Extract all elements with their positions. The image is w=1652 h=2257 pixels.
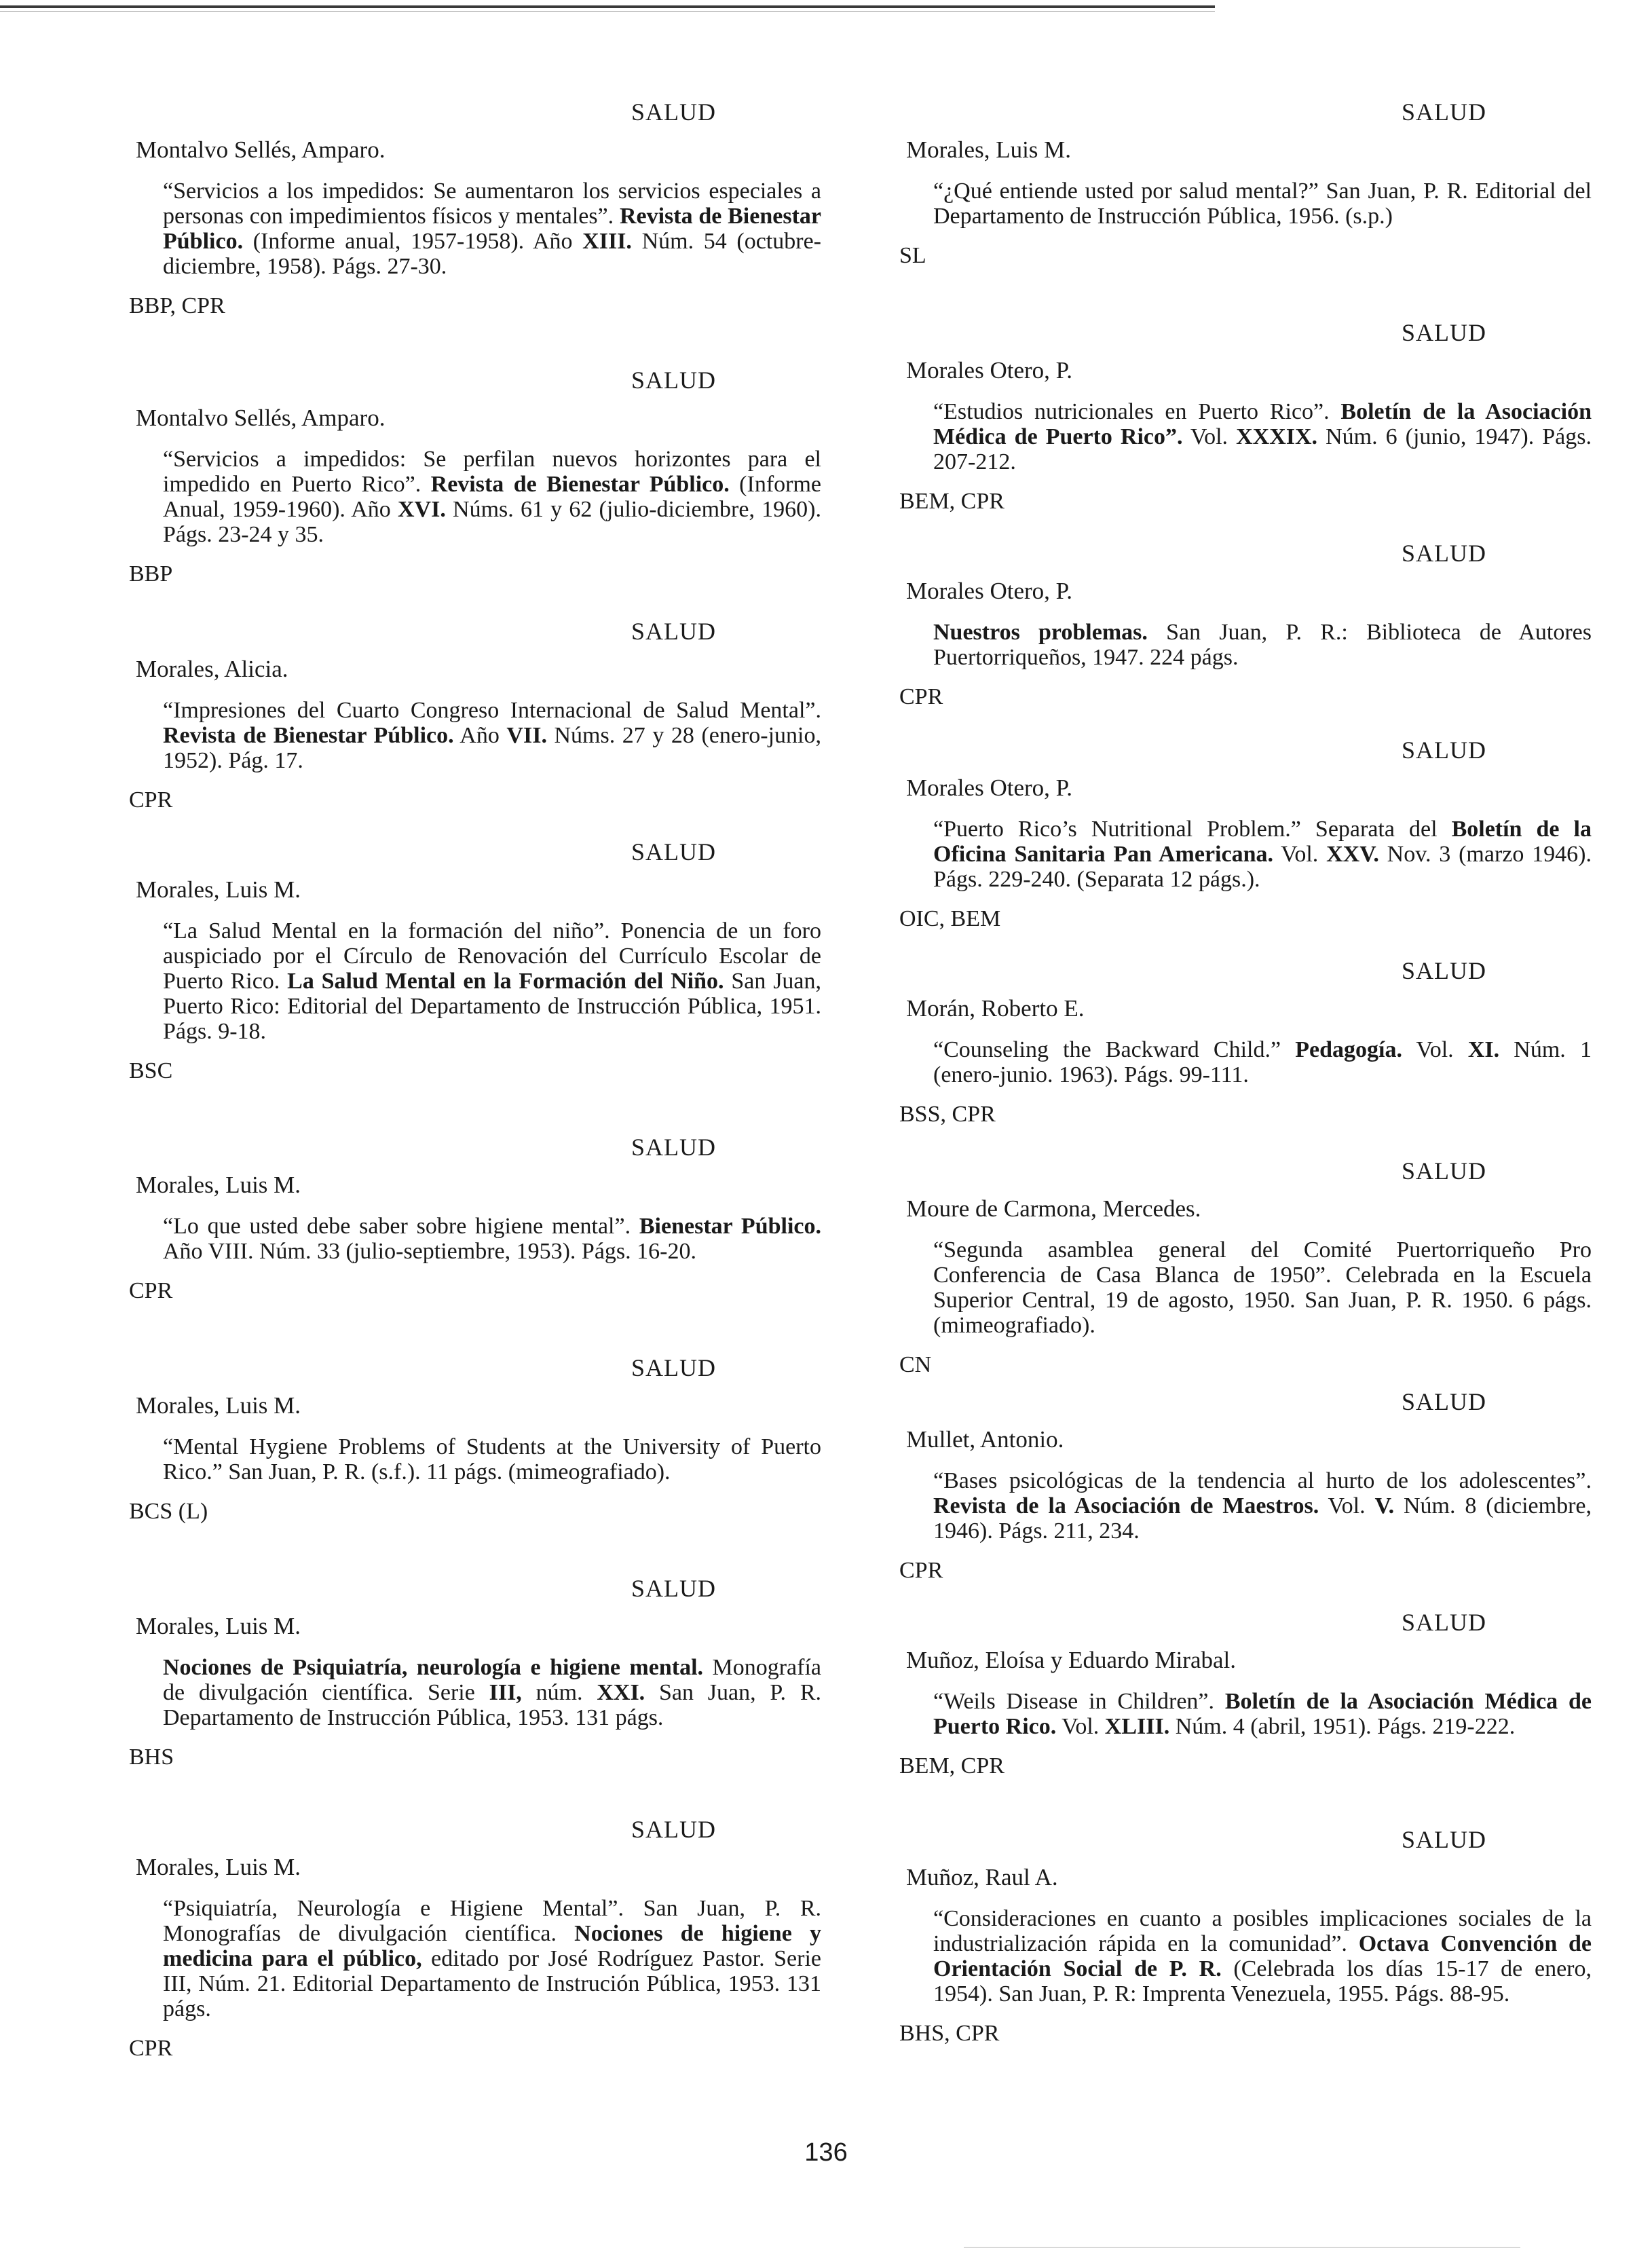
citation-text: Núm. 8 (diciembre, 1946). Págs. 211, 234. (933, 1493, 1592, 1544)
subject-heading: SALUD (1401, 319, 1486, 346)
citation-text: “¿Qué entiende usted por salud mental?” San Juan, P. R. Editorial del Departamento de Instrucción Pública, 1956. (s.p.) (933, 179, 1592, 229)
subject-heading: SALUD (1401, 540, 1486, 567)
citation-text: Vol. (1056, 1714, 1105, 1739)
citation-text: “Servicios a los impedidos: Se aumentaron los servicios especiales a personas con impedimientos físicos y mentales”. (163, 179, 821, 229)
library-code: BEM, CPR (899, 489, 1005, 514)
citation-text: Vol. (1273, 842, 1327, 867)
entry-author: Muñoz, Eloísa y Eduardo Mirabal. (906, 1647, 1237, 1673)
bibliography-entry (122, 1575, 821, 1771)
citation-text: Núm. 4 (abril, 1951). Págs. 219-222. (1169, 1714, 1516, 1739)
citation-text: Vol. (1402, 1037, 1468, 1062)
citation-text: San Juan, Puerto Rico: Editorial del Departamento de Instrucción Pública, 1951. Págs. 9-18. (163, 969, 822, 1044)
entry-citation (163, 447, 821, 547)
citation-text: “Weils Disease in Children”. (933, 1689, 1225, 1714)
citation-title: Nociones de Psiquiatría, neurología e higiene mental. (163, 1655, 704, 1680)
citation-title: XIII. (582, 229, 632, 254)
citation-text: Monografía de divulgación científica. Serie (163, 1655, 821, 1705)
citation-text: “Lo que usted debe saber sobre higiene mental”. (163, 1214, 639, 1239)
bibliography-entry (122, 1134, 821, 1305)
bibliography-entry (122, 367, 821, 588)
library-code: BSC (129, 1058, 173, 1083)
library-code: BBP, CPR (129, 293, 225, 318)
citation-title: La Salud Mental en la Formación del Niño. (287, 969, 724, 994)
entry-citation (933, 1037, 1592, 1087)
subject-heading: SALUD (1401, 736, 1486, 764)
entry-citation (933, 817, 1592, 892)
entry-author: Moure de Carmona, Mercedes. (906, 1195, 1201, 1222)
bibliography-entry (122, 838, 821, 1085)
subject-heading: SALUD (1401, 1157, 1486, 1185)
citation-title: Boletín de la Asociación Médica de Puerto Rico”. (933, 399, 1592, 449)
citation-title: XXV. (1326, 842, 1379, 867)
subject-heading: SALUD (631, 618, 716, 645)
citation-title: Revista de la Asociación de Maestros. (933, 1493, 1319, 1518)
entry-citation (933, 179, 1592, 229)
bibliography-entry (893, 540, 1592, 711)
citation-text: Vol. (1319, 1493, 1375, 1518)
library-code: CN (899, 1352, 932, 1377)
entry-citation (933, 1906, 1592, 2007)
citation-text: Núm. 6 (junio, 1947). Págs. 207-212. (933, 424, 1592, 474)
bibliography-entry (893, 1826, 1592, 2047)
citation-title: III, (489, 1680, 522, 1705)
entry-author: Morales Otero, P. (906, 357, 1072, 384)
citation-title: Revista de Bienestar Público. (163, 204, 821, 254)
entry-author: Morales, Luis M. (136, 876, 301, 903)
entry-citation (933, 1237, 1592, 1338)
entry-author: Morales, Luis M. (136, 1854, 301, 1880)
citation-text: Año VIII. Núm. 33 (julio-septiembre, 1953). Págs. 16-20. (163, 1239, 696, 1264)
citation-title: XVI. (398, 497, 446, 522)
subject-heading: SALUD (631, 1575, 716, 1602)
citation-title: Revista de Bienestar Público. (430, 472, 730, 497)
citation-text: “Estudios nutricionales en Puerto Rico”. (933, 399, 1341, 424)
citation-text: editado por José Rodríguez Pastor. Serie III, Núm. 21. Editorial Departamento de Instrución Pública, 1953. 131 págs. (163, 1946, 821, 2021)
subject-heading: SALUD (631, 1354, 716, 1381)
citation-text: “Segunda asamblea general del Comité Puertorriqueño Pro Conferencia de Casa Blanca de 1950”. Celebrada en la Escuela Superior Central, 19 de agosto, 1950. San Juan, P. R. 1950. 6 págs. (mimeografiado). (933, 1237, 1592, 1338)
bibliography-entry (893, 736, 1592, 933)
citation-text: San Juan, P. R.: Biblioteca de Autores Puertorriqueños, 1947. 224 págs. (933, 620, 1592, 670)
entry-citation (163, 1434, 821, 1485)
subject-heading: SALUD (1401, 957, 1486, 984)
bibliography-entry (122, 618, 821, 814)
citation-text: “Bases psicológicas de la tendencia al hurto de los adolescentes”. (933, 1468, 1592, 1493)
citation-text: “Psiquiatría, Neurología e Higiene Mental”. San Juan, P. R. Monografías de divulgación científica. (163, 1896, 821, 1946)
citation-title: XLIII. (1104, 1714, 1170, 1739)
citation-text: “Counseling the Backward Child.” (933, 1037, 1296, 1062)
library-code: BHS (129, 1745, 174, 1770)
citation-title: XXI. (597, 1680, 645, 1705)
citation-text: “Consideraciones en cuanto a posibles implicaciones sociales de la industrialización rápida en la comunidad”. (933, 1906, 1592, 1956)
citation-title: Revista de Bienestar Público. (163, 723, 454, 748)
entry-author: Morán, Roberto E. (906, 995, 1085, 1022)
entry-citation (163, 698, 821, 773)
citation-text: Núms. 27 y 28 (enero-junio, 1952). Pág. 17. (163, 723, 821, 773)
entry-citation (163, 1896, 821, 2021)
citation-text: Vol. (1182, 424, 1237, 449)
entry-author: Morales, Luis M. (136, 1172, 301, 1198)
entry-citation (163, 179, 821, 279)
entry-citation (933, 399, 1592, 474)
citation-title: Octava Convención de Orientación Social de P. R. (933, 1931, 1592, 1981)
subject-heading: SALUD (631, 367, 716, 394)
citation-title: V. (1374, 1493, 1395, 1518)
entry-author: Mullet, Antonio. (906, 1426, 1064, 1453)
library-code: CPR (899, 1558, 943, 1583)
bibliography-entry (122, 1816, 821, 2062)
bibliography-entry (893, 98, 1592, 269)
citation-text: (Informe anual, 1957-1958). Año (243, 229, 583, 254)
citation-text: Nov. 3 (marzo 1946). Págs. 229-240. (Separata 12 págs.). (933, 842, 1592, 892)
bibliography-entry (893, 319, 1592, 515)
entry-author: Morales, Luis M. (136, 1392, 301, 1419)
citation-title: Nociones de higiene y medicina para el público, (163, 1921, 821, 1971)
subject-heading: SALUD (1401, 1388, 1486, 1415)
entry-citation (933, 620, 1592, 670)
bibliography-entry (893, 1157, 1592, 1379)
library-code: BBP (129, 561, 173, 586)
citation-text: Núm. 1 (enero-junio. 1963). Págs. 99-111. (933, 1037, 1592, 1087)
citation-title: Bienestar Público. (639, 1214, 821, 1239)
library-code: SL (899, 243, 926, 268)
entry-citation (163, 918, 821, 1044)
citation-text: (Informe Anual, 1959-1960). Año (163, 472, 821, 522)
library-code: OIC, BEM (899, 906, 1001, 931)
bibliography-entry (893, 1609, 1592, 1780)
subject-heading: SALUD (1401, 1826, 1486, 1853)
citation-text: “Servicios a impedidos: Se perfilan nuevos horizontes para el impedido en Puerto Rico”. (163, 447, 821, 497)
citation-text: (Celebrada los días 15-17 de enero, 1954). San Juan, P. R: Imprenta Venezuela, 1955. Págs. 88-95. (933, 1956, 1592, 2007)
citation-title: XI. (1467, 1037, 1500, 1062)
top-rule-thin (0, 11, 1215, 12)
entry-author: Morales, Luis M. (906, 136, 1072, 163)
subject-heading: SALUD (631, 838, 716, 865)
entry-citation (933, 1689, 1592, 1739)
library-code: BCS (L) (129, 1499, 208, 1524)
entry-citation (163, 1655, 821, 1730)
citation-title: Pedagogía. (1295, 1037, 1402, 1062)
entry-author: Morales, Luis M. (136, 1613, 301, 1639)
citation-text: Núms. 61 y 62 (julio-diciembre, 1960). Págs. 23-24 y 35. (163, 497, 821, 547)
bibliography-entry (893, 1388, 1592, 1584)
entry-author: Muñoz, Raul A. (906, 1864, 1058, 1890)
citation-text: “Puerto Rico’s Nutritional Problem.” Separata del (933, 817, 1452, 842)
citation-text: San Juan, P. R. Departamento de Instrucción Pública, 1953. 131 págs. (163, 1680, 821, 1730)
library-code: BSS, CPR (899, 1102, 996, 1127)
citation-title: XXXIX. (1236, 424, 1318, 449)
entry-author: Montalvo Sellés, Amparo. (136, 405, 386, 431)
citation-text: Año (453, 723, 507, 748)
subject-heading: SALUD (1401, 98, 1486, 126)
citation-title: Nuestros problemas. (933, 620, 1148, 645)
citation-text: “La Salud Mental en la formación del niño”. Ponencia de un foro auspiciado por el Círculo de Renovación del Currículo Escolar de Puerto Rico. (163, 918, 821, 994)
entry-author: Morales, Alicia. (136, 656, 288, 682)
citation-title: VII. (506, 723, 547, 748)
citation-text: núm. (521, 1680, 597, 1705)
subject-heading: SALUD (1401, 1609, 1486, 1636)
entry-citation (933, 1468, 1592, 1544)
page-number: 136 (804, 2138, 848, 2167)
citation-text: “Impresiones del Cuarto Congreso Internacional de Salud Mental”. (163, 698, 821, 723)
library-code: BEM, CPR (899, 1753, 1005, 1778)
entry-author: Montalvo Sellés, Amparo. (136, 136, 386, 163)
citation-text: “Mental Hygiene Problems of Students at the University of Puerto Rico.” San Juan, P. R. (s.f.). 11 págs. (mimeografiado). (163, 1434, 821, 1485)
citation-text: Núm. 54 (octubre-diciembre, 1958). Págs. 27-30. (163, 229, 821, 279)
library-code: CPR (899, 684, 943, 709)
subject-heading: SALUD (631, 98, 716, 126)
top-rule (0, 5, 1215, 8)
bibliography-entry (893, 957, 1592, 1128)
entry-author: Morales Otero, P. (906, 578, 1072, 604)
library-code: CPR (129, 2036, 173, 2061)
subject-heading: SALUD (631, 1816, 716, 1843)
library-code: CPR (129, 787, 173, 813)
entry-author: Morales Otero, P. (906, 775, 1072, 801)
library-code: BHS, CPR (899, 2021, 1000, 2046)
citation-title: Boletín de la Oficina Sanitaria Pan Americana. (933, 817, 1592, 867)
subject-heading: SALUD (631, 1134, 716, 1161)
library-code: CPR (129, 1278, 173, 1303)
entry-citation (163, 1214, 821, 1264)
bibliography-entry (122, 98, 821, 320)
citation-title: Boletín de la Asociación Médica de Puerto Rico. (933, 1689, 1592, 1739)
bibliography-entry (122, 1354, 821, 1525)
